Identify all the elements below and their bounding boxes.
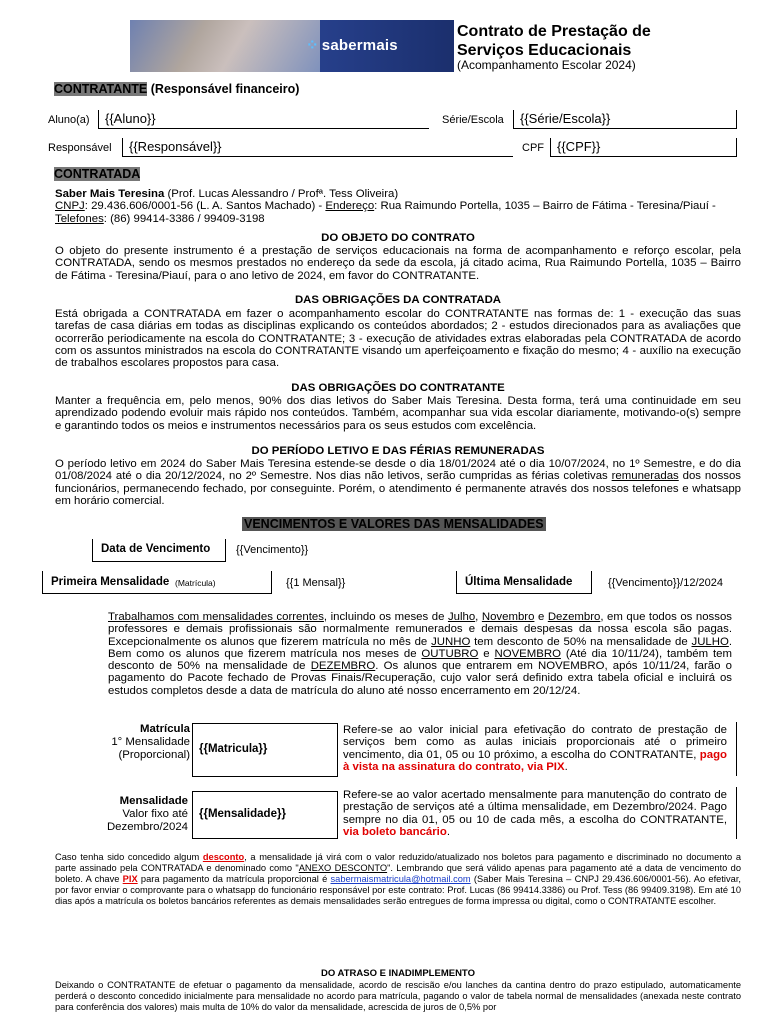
responsavel-field[interactable]: {{Responsável}}: [122, 138, 513, 157]
cpf-label: CPF: [522, 142, 544, 154]
atraso-title: DO ATRASO E INADIMPLEMENTO: [321, 968, 475, 979]
obrig-contratada-title: DAS OBRIGAÇÕES DA CONTRATADA: [294, 294, 502, 306]
data-vencimento-label-box: Data de Vencimento: [92, 539, 226, 562]
mensalidades-text: Trabalhamos com mensalidades correntes, incluindo os meses de Julho, Novembro e Dezembro, em que todos os nossos professores e demais profissionais são normalmente remunerados e demais despesas da nossa escola são pagas. Excepcionalmente os alunos que fizerem matrícula no mês de JUNHO tem desconto de 50% na mensalidade de JULHO. Bem como os alunos que fizerem matrícula nos meses de OUTUBRO e NOVEMBRO (Até dia 10/11/24), também tem desconto de 50% na mensalidade de DEZEMBRO. Os alunos que entrarem em NOVEMBRO, após 10/11/24, farão o pagamento do Pacote fechado de Provas Finais/Recuperação, cujo valor será definido extra tabela oficial e incluirá os estudos completos desde a data de matrícula do aluno até nosso encerramento em 20/12/24.: [108, 611, 733, 697]
objeto-title: DO OBJETO DO CONTRATO: [321, 232, 475, 244]
obrig-contratada-text: Está obrigada a CONTRATADA em fazer o acompanhamento escolar do CONTRATANTE nas formas de: 1 - execução das suas tarefas de casa diárias em todas as disciplinas explicando os conteúdos abordados; 2 - estudos direcionados para as avaliações que ocorrerão periodicamente na escola do CONTRATANTE; 3 - execução de atividades extras elaboradas pela CONTRATADA de acordo com os assuntos ministrados na escola do CONTRATANTE visando um aperfeiçoamento e fixação do mesmo; 4 - auxílio na execução de trabalhos escolares propostos para casa.: [55, 308, 741, 370]
periodo-title: DO PERÍODO LETIVO E DAS FÉRIAS REMUNERADAS: [251, 445, 545, 457]
data-vencimento-value[interactable]: {{Vencimento}}: [236, 544, 309, 556]
contratada-heading: CONTRATADA: [54, 167, 141, 181]
cpf-field[interactable]: {{CPF}}: [550, 138, 737, 157]
sabermais-logo: ⁘ sabermais: [306, 37, 398, 54]
logo-mark-icon: ⁘: [306, 37, 319, 54]
obrig-contratante-title: DAS OBRIGAÇÕES DO CONTRATANTE: [291, 382, 505, 394]
contratante-heading: CONTRATANTE (Responsável financeiro): [54, 82, 300, 96]
periodo-text: O período letivo em 2024 do Saber Mais Teresina estende-se desde o dia 18/01/2024 até o dia 10/07/2024, no 1º Semestre, e do dia 01/08/2024 até o dia 20/12/2024, no 2º Semestre. Nos dias não letivos, serão cumpridas as férias coletivas remuneradas dos nossos funcionários, permanecendo fechado, por conseguinte. Porém, o atendimento é permanente através dos nossos telefones e whatsapp em horário comercial.: [55, 458, 741, 507]
contratada-info: Saber Mais Teresina (Prof. Lucas Alessandro / Profª. Tess Oliveira) CNPJ: 29.436.606/0001-56 (L. A. Santos Machado) - Endereço: Rua Raimundo Portella, 1035 – Bairro de Fátima - Teresina/Piauí - Telefones: (86) 99414-3386 / 99409-3198: [55, 188, 716, 225]
matricula-labels: Matrícula 1° Mensalidade (Proporcional): [111, 723, 190, 761]
ultima-mensalidade-value[interactable]: {{Vencimento}}/12/2024: [608, 577, 723, 589]
pix-email-link[interactable]: sabermaismatricula@hotmail.com: [330, 874, 471, 884]
atraso-text: Deixando o CONTRATANTE de efetuar o pagamento da mensalidade, acordo de rescisão e/ou lanches da cantina dentro do prazo estipulado, automaticamente perderá o desconto concedido inicialmente para mensalidade no acordo para matrícula, pagando o valor de tabela normal de mensalidades (anexada neste contrato para conferência dos valores) mais multa de 10% do valor da mensalidade, acrescida de juros de 0,5% por: [55, 980, 741, 1012]
objeto-text: O objeto do presente instrumento é a prestação de serviços educacionais na forma de acompanhamento e reforço escolar, pela CONTRATADA, sendo os mesmos prestados no endereço da sede da escola, já citado acima, Rua Raimundo Portella, 1035 – Bairro de Fátima - Teresina/Piauí, para o ano letivo de 2024, em favor do CONTRATANTE.: [55, 245, 741, 282]
obrig-contratante-text: Manter a frequência em, pelo menos, 90% dos dias letivos do Saber Mais Teresina. Desta forma, terá uma continuidade em seu aprendizado podendo evoluir mais rápido nos conteúdos. Também, acompanhar sua vida escolar diariamente, motivando-o(s) sempre e garantindo todos os meios e instrumentos necessários para os seus estudos com excelência.: [55, 395, 741, 432]
responsavel-label: Responsável: [48, 142, 112, 154]
matricula-desc: Refere-se ao valor inicial para efetivação do contrato de prestação de serviços bem como as aulas iniciais proporcionais até o primeiro vencimento, dia 01, 05 ou 10 próximo, a escolha do CONTRATANTE, pago à vista na assinatura do contrato, via PIX.: [343, 724, 727, 773]
ultima-mensalidade-label-box: Última Mensalidade: [456, 571, 592, 594]
serie-label: Série/Escola: [442, 114, 504, 126]
header-banner: [130, 20, 454, 72]
matricula-value-box[interactable]: {{Matricula}}: [192, 723, 338, 777]
vencimentos-title: VENCIMENTOS E VALORES DAS MENSALIDADES: [244, 517, 544, 531]
mensalidade-desc: Refere-se ao valor acertado mensalmente para manutenção do contrato de prestação de serviços até a última mensalidade, em Dezembro/2024. Pago sempre no dia 01, 05 ou 10 de cada mês, a escolha do CONTRATANTE, via boleto bancário.: [343, 789, 727, 838]
mensalidade-divider: [736, 787, 737, 839]
aluno-label: Aluno(a): [48, 114, 90, 126]
desconto-note: Caso tenha sido concedido algum desconto, a mensalidade já virá com o valor reduzido/atualizado nos boletos para pagamento e discriminado no documento a parte assinado pela CONTRATADA e denominado como "ANEXO DESCONTO". Lembrando que será válido apenas para pagamento até a data de vencimento do boleto. A chave PIX para pagamento da matrícula proporcional é sabermaismatricula@hotmail.com (Saber Mais Teresina – CNPJ 29.436.606/0001-56). Ao efetivar, por favor enviar o comprovante para o whatsapp do funcionário responsável por este contrato: Prof. Lucas (86 99414.3386) ou Prof. Tess (86 99409.3198). Em até 10 dias após a matrícula os boletos bancários referentes as demais mensalidades serão entregues de forma impressa ou digital, como o CONTRATANTE escolher.: [55, 852, 741, 906]
primeira-mensalidade-value[interactable]: {{1 Mensal}}: [286, 577, 346, 589]
mensalidade-value-box[interactable]: {{Mensalidade}}: [192, 791, 338, 839]
mensalidade-labels: Mensalidade Valor fixo até Dezembro/2024: [106, 795, 188, 833]
serie-field[interactable]: {{Série/Escola}}: [513, 110, 737, 129]
banner-photo: [130, 20, 320, 72]
contract-subtitle: (Acompanhamento Escolar 2024): [457, 58, 636, 72]
aluno-field[interactable]: {{Aluno}}: [98, 110, 429, 129]
contract-title: Contrato de Prestação de Serviços Educacionais: [457, 23, 651, 59]
primeira-mensalidade-label-box: Primeira Mensalidade (Matrícula): [42, 571, 272, 594]
matricula-divider: [736, 722, 737, 776]
